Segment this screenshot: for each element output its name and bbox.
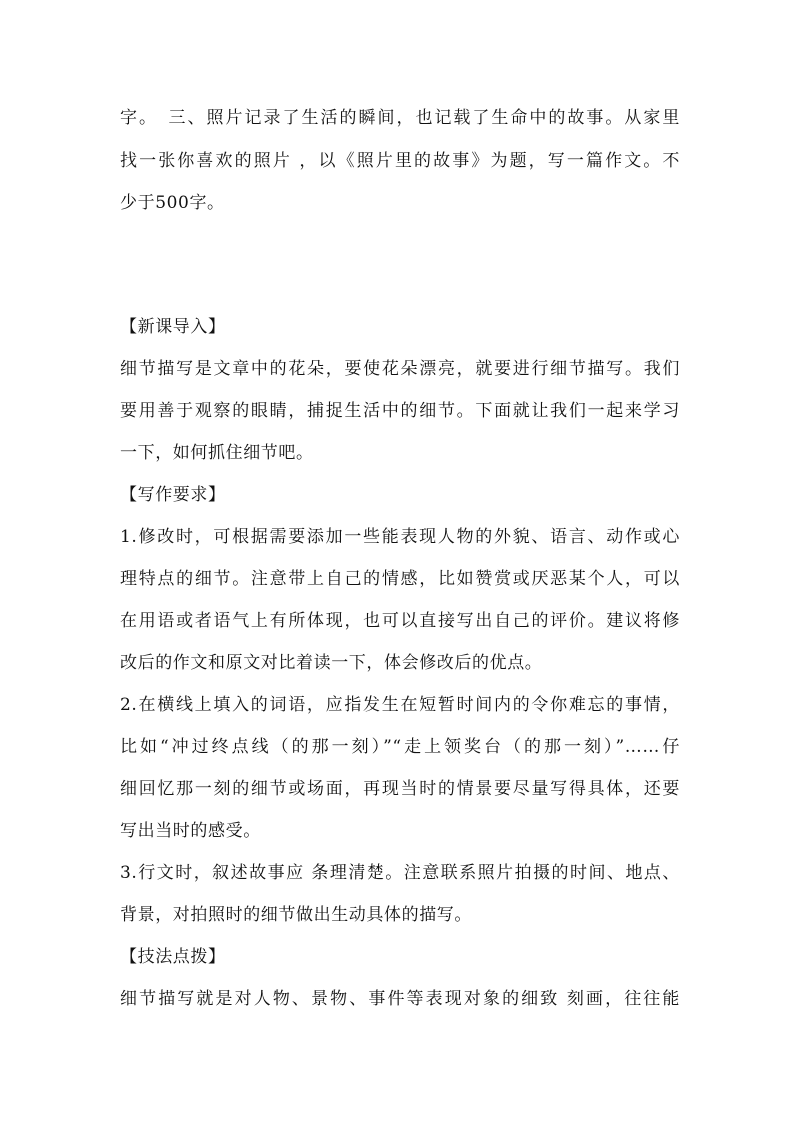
xiezuo-line-10: 背景，对拍照时的细节做出生动具体的描写。 [120,905,472,925]
xinke-line-1: 细节描写是文章中的花朵，要使花朵漂亮，就要进行细节描写。我们 [120,359,680,379]
xiezuo-line-7: 细回忆那一刻的细节或场面，再现当时的情景要尽量写得具体，还要 [120,779,680,799]
xiezuo-line-2: 理特点的细节。注意带上自己的情感，比如赞赏或厌恶某个人，可以 [120,569,680,589]
intro-line-1: 字。 三、照片记录了生活的瞬间，也记载了生命中的故事。从家里 [120,108,680,128]
xiezuo-line-5: 2.在横线上填入的词语，应指发生在短暂时间内的令你难忘的事情， [120,695,680,715]
xiezuo-line-1: 1.修改时，可根据需要添加一些能表现人物的外貌、语言、动作或心 [120,527,680,547]
intro-line-2: 找一张你喜欢的照片 ，以《照片里的故事》为题，写一篇作文。不 [120,151,680,171]
xiezuo-line-4: 改后的作文和原文对比着读一下，体会修改后的优点。 [120,653,543,673]
jifa-line-1: 细节描写就是对人物、景物、事件等表现对象的细致 刻画，往往能 [120,989,680,1009]
section-heading-jifa: 【技法点拨】 [120,947,226,967]
intro-line-3: 少于500字。 [120,193,225,213]
xinke-line-2: 要用善于观察的眼睛，捕捉生活中的细节。下面就让我们一起来学习 [120,401,680,421]
section-heading-xiezuo: 【写作要求】 [120,485,226,505]
section-heading-xinke: 【新课导入】 [120,317,226,337]
xiezuo-line-8: 写出当时的感受。 [120,821,261,841]
xiezuo-line-3: 在用语或者语气上有所体现，也可以直接写出自己的评价。建议将修 [120,611,680,631]
xiezuo-line-6: 比如“冲过终点线（的那一刻）”“走上领奖台（的那一刻）”……仔 [120,737,680,757]
xiezuo-line-9: 3.行文时，叙述故事应 条理清楚。注意联系照片拍摄的时间、地点、 [120,863,680,883]
xinke-line-3: 一下，如何抓住细节吧。 [120,443,314,463]
